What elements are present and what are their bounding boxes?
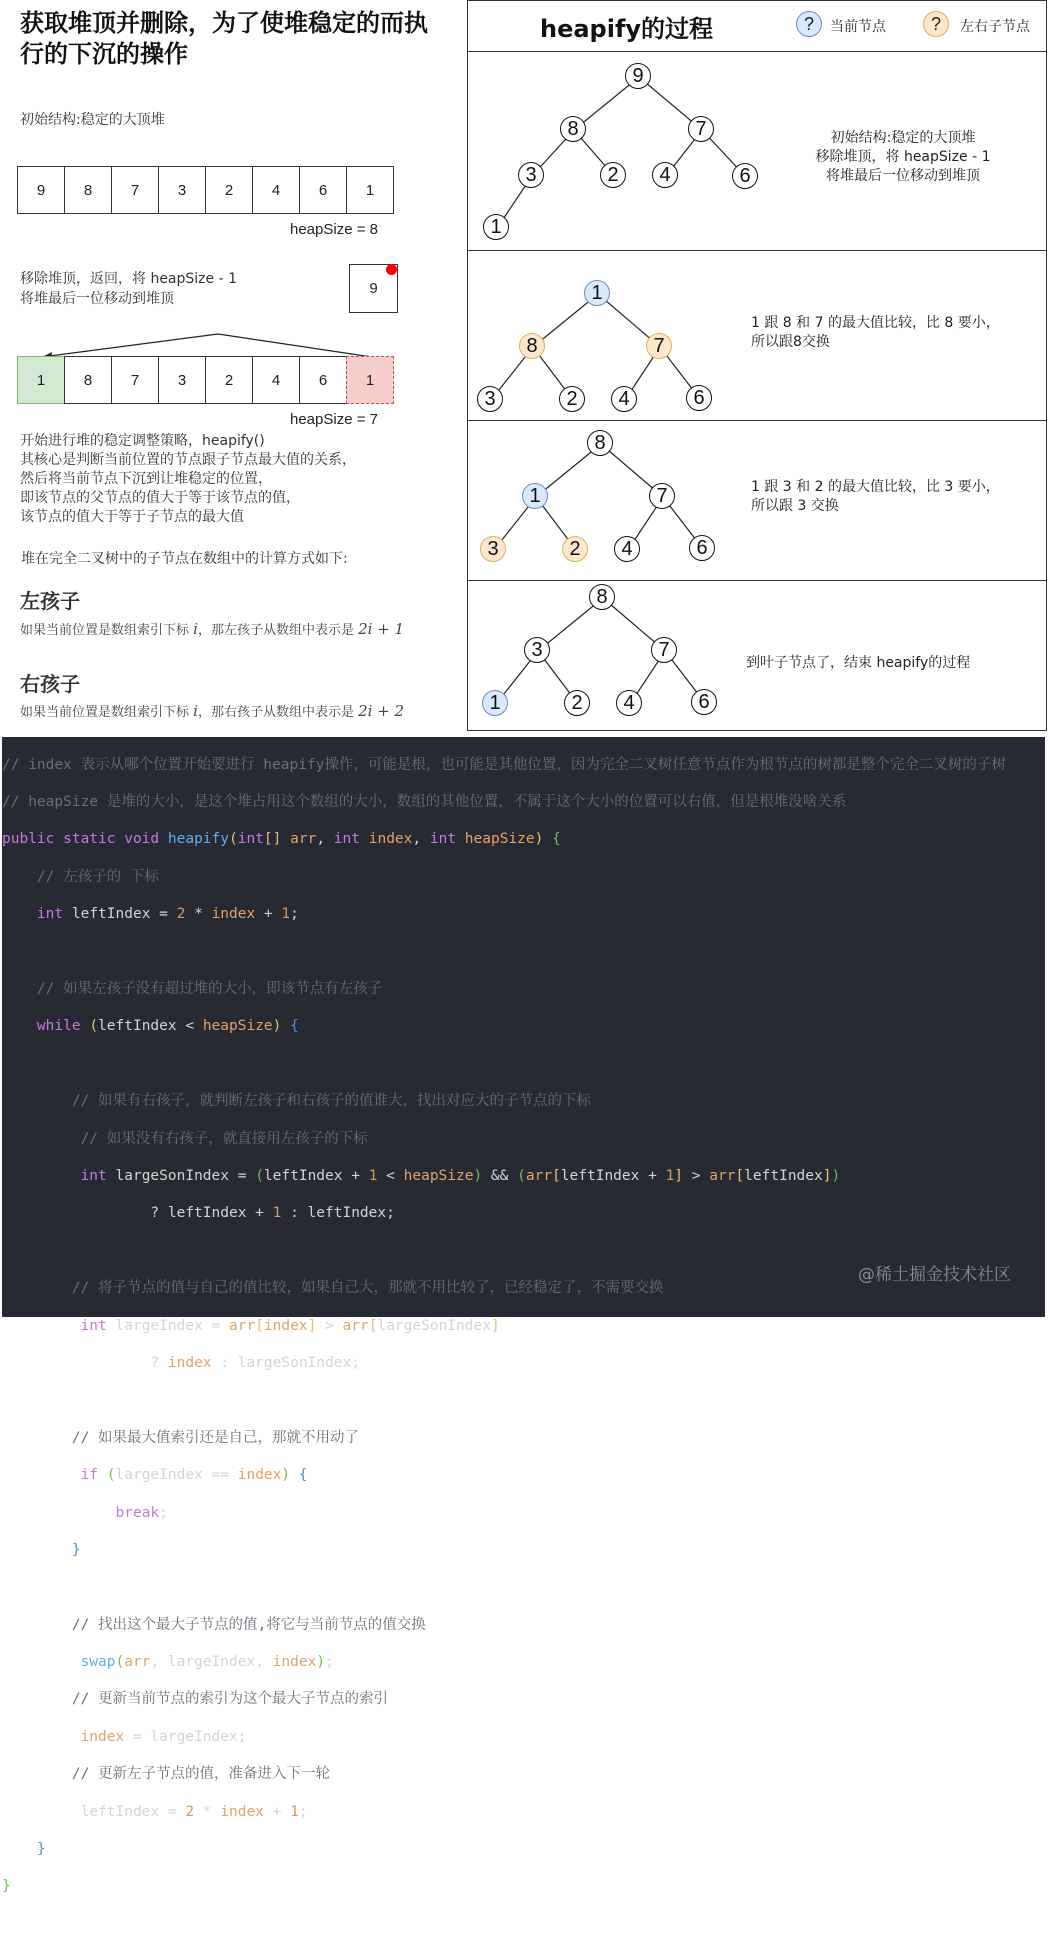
- code-line: }: [36, 1841, 46, 1858]
- code-line: ? index : largeSonIndex;: [2, 1354, 360, 1371]
- tree-node: 3: [477, 386, 503, 412]
- left-child-heading: 左孩子: [20, 589, 80, 613]
- tree-node-child: 2: [562, 536, 588, 562]
- explain-line: 即该节点的父节点的值大于等于该节点的值，: [20, 490, 300, 506]
- array-cell: 3: [158, 356, 206, 404]
- tree-node: 4: [611, 386, 637, 412]
- tree-node: 8: [560, 116, 586, 142]
- remove-text-1: 移除堆顶，返回，将 heapSize - 1: [20, 271, 237, 287]
- formula-text: 如果当前位置是数组索引下标: [20, 705, 194, 720]
- step-panel-compare-1: [468, 251, 1046, 421]
- child-calc-title: 堆在完全二叉树中的子节点在数组中的计算方式如下:: [21, 551, 348, 567]
- formula-expr: 2i + 2: [358, 702, 405, 720]
- array-cell: 6: [299, 166, 347, 214]
- code-line: swap(arr, largeIndex, index);: [80, 1654, 334, 1671]
- array-cell: 4: [252, 166, 300, 214]
- step-description: [751, 478, 1000, 516]
- page-title: 获取堆顶并删除，为了使堆稳定的而执行的下沉的操作: [20, 9, 428, 68]
- explain-line: 然后将当前节点下沉到让堆稳定的位置，: [20, 471, 272, 487]
- step-description: [751, 314, 1000, 352]
- array-cell: 2: [205, 356, 253, 404]
- heapsize-initial: heapSize = 8: [290, 221, 378, 238]
- tree-node: 1: [483, 214, 509, 240]
- array-cell: 6: [299, 356, 347, 404]
- left-child-formula: [20, 619, 404, 638]
- tree-node: 4: [652, 162, 678, 188]
- legend-children-icon: ?: [923, 11, 949, 37]
- code-line-comment: // 如果最大值索引还是自己，那就不用动了: [2, 1429, 360, 1446]
- array-cell: 2: [205, 166, 253, 214]
- tree-node: 6: [686, 385, 712, 411]
- code-line: leftIndex = 2 * index + 1;: [2, 1803, 308, 1820]
- diagram-title: heapify的过程: [540, 15, 714, 43]
- step-text-line: 所以跟8交换: [751, 334, 830, 350]
- formula-expr: 2i + 1: [358, 620, 405, 638]
- step-panel-initial: [468, 51, 1046, 251]
- legend-current-label: 当前节点: [830, 18, 886, 34]
- step-text-line: 将堆最后一位移动到堆顶: [826, 168, 980, 184]
- code-line-comment: // 如果没有右孩子，就直接用左孩子的下标: [2, 1130, 368, 1147]
- code-line-comment: // 将子节点的值与自己的值比较，如果自己大，那就不用比较了，已经稳定了，不需要交换: [2, 1280, 664, 1297]
- code-line: while (leftIndex < heapSize) {: [36, 1018, 299, 1035]
- tree-node: 6: [691, 689, 717, 715]
- heapify-process-diagram: [467, 0, 1047, 731]
- tree-node-current: 1: [522, 483, 548, 509]
- step-panel-compare-2: [468, 421, 1046, 581]
- formula-var: i: [193, 702, 198, 720]
- formula-text: ，那右孩子从数组中表示是: [197, 705, 359, 720]
- code-line-comment: // heapSize 是堆的大小，是这个堆占用这个数组的大小，数组的其他位置，不属于这个大小的位置可以右值，但是根堆没啥关系: [2, 794, 847, 811]
- code-line-comment: // index 表示从哪个位置开始要进行 heapify操作，可能是根，也可能是其他位置，因为完全二叉树任意节点作为根节点的树都是整个完全二叉树的子树: [2, 756, 1006, 773]
- tree-node-child: 8: [519, 333, 545, 359]
- code-line: break;: [115, 1504, 168, 1521]
- initial-array: [17, 166, 394, 214]
- explain-line: 其核心是判断当前位置的节点跟子节点最大值的关系，: [20, 452, 356, 468]
- tree-node-current: 1: [482, 690, 508, 716]
- watermark: @稀土掘金技术社区: [858, 1265, 1011, 1286]
- code-line-blank: [2, 1242, 1045, 1261]
- remove-text-2: 将堆最后一位移动到堆顶: [20, 291, 174, 307]
- tree-node: 2: [564, 690, 590, 716]
- code-line-blank: [2, 1578, 1045, 1597]
- tree-node: 8: [587, 430, 613, 456]
- tree-node: 3: [518, 162, 544, 188]
- code-line-comment: // 左孩子的 下标: [2, 868, 159, 885]
- tree-node: 2: [600, 162, 626, 188]
- legend-children-label: 左右子节点: [960, 18, 1030, 34]
- step-text-line: 移除堆顶，将 heapSize - 1: [815, 149, 991, 165]
- array-cell: 8: [64, 356, 112, 404]
- code-line-blank: [2, 943, 1045, 962]
- formula-text: 如果当前位置是数组索引下标: [20, 623, 194, 638]
- tree-node: 6: [732, 163, 758, 189]
- step-text-line: 1 跟 3 和 2 的最大值比较，比 3 要小，: [751, 479, 1000, 495]
- code-line: int leftIndex = 2 * index + 1;: [36, 906, 299, 923]
- tree-node: 4: [616, 690, 642, 716]
- code-line-comment: // 找出这个最大子节点的值,将它与当前节点的值交换: [2, 1616, 426, 1633]
- step-description: [788, 129, 1018, 186]
- array-cell: 7: [111, 356, 159, 404]
- step-text-line: 到叶子节点了，结束 heapify的过程: [746, 655, 971, 671]
- code-line: }: [71, 1541, 81, 1558]
- right-child-formula: [20, 701, 404, 720]
- code-line: index = largeIndex;: [80, 1728, 247, 1745]
- array-cell: 4: [252, 356, 300, 404]
- code-line-comment: // 更新左子节点的值，准备进入下一轮: [2, 1766, 331, 1783]
- tree-node: 8: [589, 584, 615, 610]
- code-line: public static void heapify(int[] arr, int index, int heapSize) {: [2, 831, 561, 848]
- code-line: int largeSonIndex = (leftIndex + 1 < heapSize) && (arr[leftIndex + 1] > arr[leftIndex]): [80, 1168, 841, 1184]
- diagram-header: [468, 1, 1046, 52]
- code-block[interactable]: [2, 737, 1045, 1895]
- array-cell: 3: [158, 166, 206, 214]
- array-cell-removed: 1: [346, 356, 394, 404]
- tree-node: 6: [689, 535, 715, 561]
- array-cell: 8: [64, 166, 112, 214]
- code-line: if (largeIndex == index) {: [80, 1467, 308, 1484]
- tree-node: 7: [651, 637, 677, 663]
- step-description: [746, 654, 970, 673]
- step-text-line: 所以跟 3 交换: [751, 498, 839, 514]
- step-text-line: 初始结构:稳定的大顶堆: [830, 130, 976, 146]
- code-line-blank: [2, 1391, 1045, 1410]
- removed-badge-icon: [386, 264, 397, 275]
- tree-node-child: 7: [646, 333, 672, 359]
- array-cell: 1: [346, 166, 394, 214]
- array-cell: 7: [111, 166, 159, 214]
- tree-node: 2: [559, 386, 585, 412]
- tree-node-child: 3: [480, 536, 506, 562]
- formula-var: i: [193, 620, 198, 638]
- tree-node: 4: [614, 536, 640, 562]
- tree-node: 7: [649, 483, 675, 509]
- after-array: [17, 356, 394, 404]
- code-line: int largeIndex = arr[index] > arr[largeSonIndex]: [80, 1317, 500, 1334]
- code-line-blank: [2, 1055, 1045, 1074]
- tree-node: 9: [625, 63, 651, 89]
- tree-node-current: 1: [584, 280, 610, 306]
- heapsize-after: heapSize = 7: [290, 411, 378, 428]
- array-cell-moved: 1: [17, 356, 65, 404]
- array-cell: 9: [17, 166, 65, 214]
- tree-node: 3: [524, 637, 550, 663]
- code-line-comment: // 更新当前节点的索引为这个最大子节点的索引: [2, 1691, 389, 1708]
- tree-node: 7: [688, 116, 714, 142]
- removed-top-cell: 9: [349, 264, 398, 313]
- code-line: ? leftIndex + 1 : leftIndex;: [2, 1205, 395, 1222]
- right-child-heading: 右孩子: [20, 672, 80, 696]
- formula-text: ，那左孩子从数组中表示是: [197, 623, 359, 638]
- step-text-line: 1 跟 8 和 7 的最大值比较，比 8 要小，: [751, 315, 1000, 331]
- initial-structure-label: 初始结构:稳定的大顶堆: [20, 112, 165, 128]
- step-panel-done: [468, 581, 1046, 732]
- explain-line: 开始进行堆的稳定调整策略，heapify(): [20, 433, 265, 449]
- explain-block: [20, 432, 356, 527]
- code-line-comment: // 如果有右孩子，就判断左孩子和右孩子的值谁大，找出对应大的子节点的下标: [2, 1093, 592, 1110]
- legend-current-icon: ?: [796, 11, 822, 37]
- code-line-comment: // 如果左孩子没有超过堆的大小，即该节点有左孩子: [2, 981, 383, 998]
- code-line: }: [2, 1878, 11, 1895]
- explain-line: 该节点的值大于等于子节点的最大值: [20, 509, 244, 525]
